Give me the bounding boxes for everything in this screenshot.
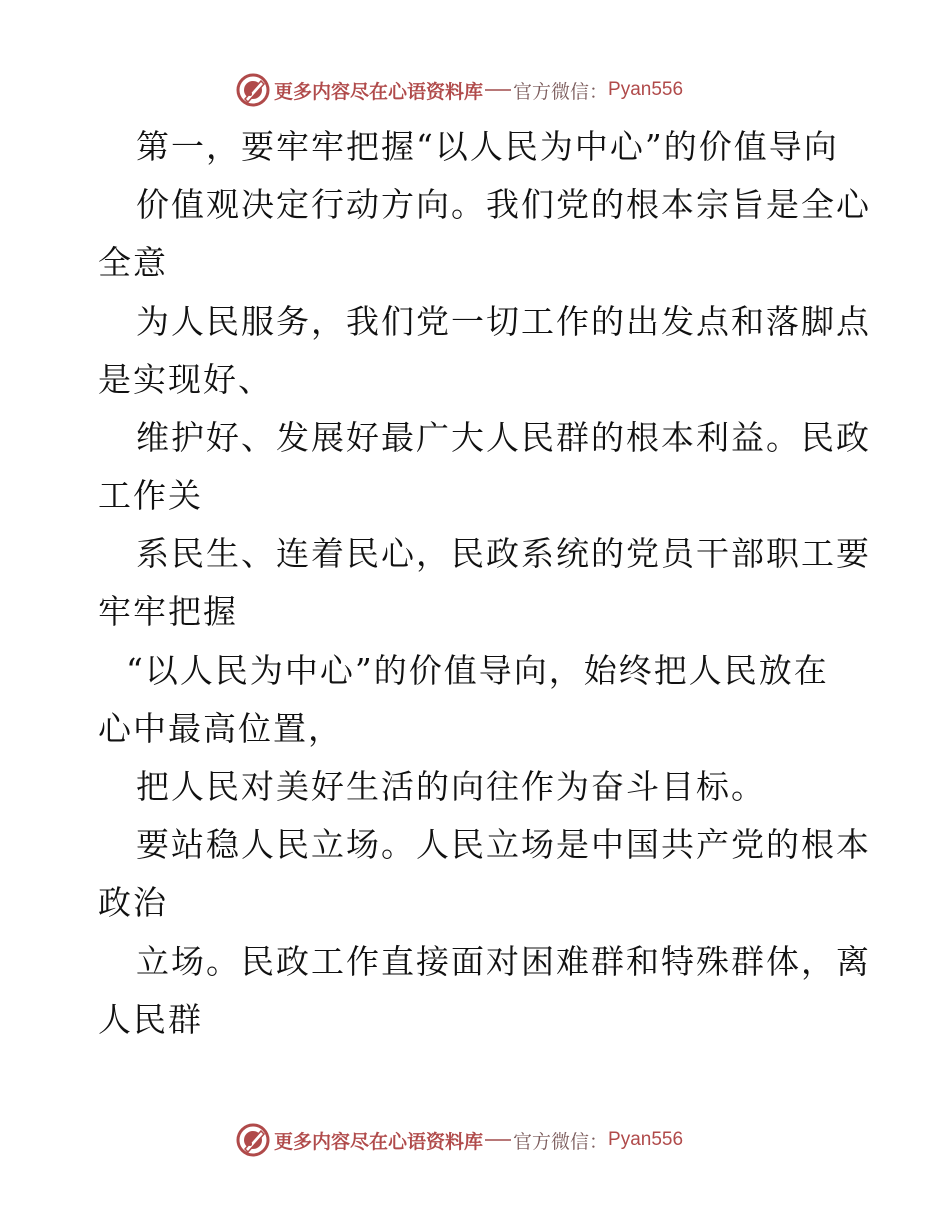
footer-banner [236,1122,683,1158]
pen-logo-icon [236,1123,270,1157]
header-wechat-id: Pyan556 [608,79,684,100]
footer-wechat-label: 官方微信： [513,1130,609,1153]
header-separator [485,89,511,91]
text-line: 系民生、连着民心，民政系统的党员干部职工要 [136,534,871,573]
header-brand-text: 更多内容尽在心语资料库 [274,80,484,103]
text-line: 要站稳人民立场。人民立场是中国共产党的根本 [136,825,871,864]
text-line: 为人民服务，我们党一切工作的出发点和落脚点 [136,302,871,341]
text-line: 人民群 [98,1000,203,1039]
text-line: 价值观决定行动方向。我们党的根本宗旨是全心 [136,185,871,224]
header-banner [236,72,683,108]
text-line: 第一，要牢牢把握“以人民为中心”的价值导向 [136,127,839,166]
footer-wechat-id: Pyan556 [608,1129,684,1150]
text-line: 心中最高位置， [98,709,343,748]
text-line: 维护好、发展好最广大人民群的根本利益。民政 [136,418,871,457]
header-wechat-label: 官方微信： [513,80,609,103]
text-line: 立场。民政工作直接面对困难群和特殊群体，离 [136,942,871,981]
footer-separator [485,1139,511,1141]
pen-logo-icon [236,73,270,107]
text-line: 是实现好、 [98,360,273,399]
text-line: 政治 [98,883,168,922]
footer-brand-text: 更多内容尽在心语资料库 [274,1130,484,1153]
text-line: 工作关 [98,476,203,515]
text-line: 牢牢把握 [98,592,238,631]
text-line: “以人民为中心”的价值导向，始终把人民放在 [126,651,829,690]
text-line: 把人民对美好生活的向往作为奋斗目标。 [136,767,766,806]
text-line: 全意 [98,243,168,282]
